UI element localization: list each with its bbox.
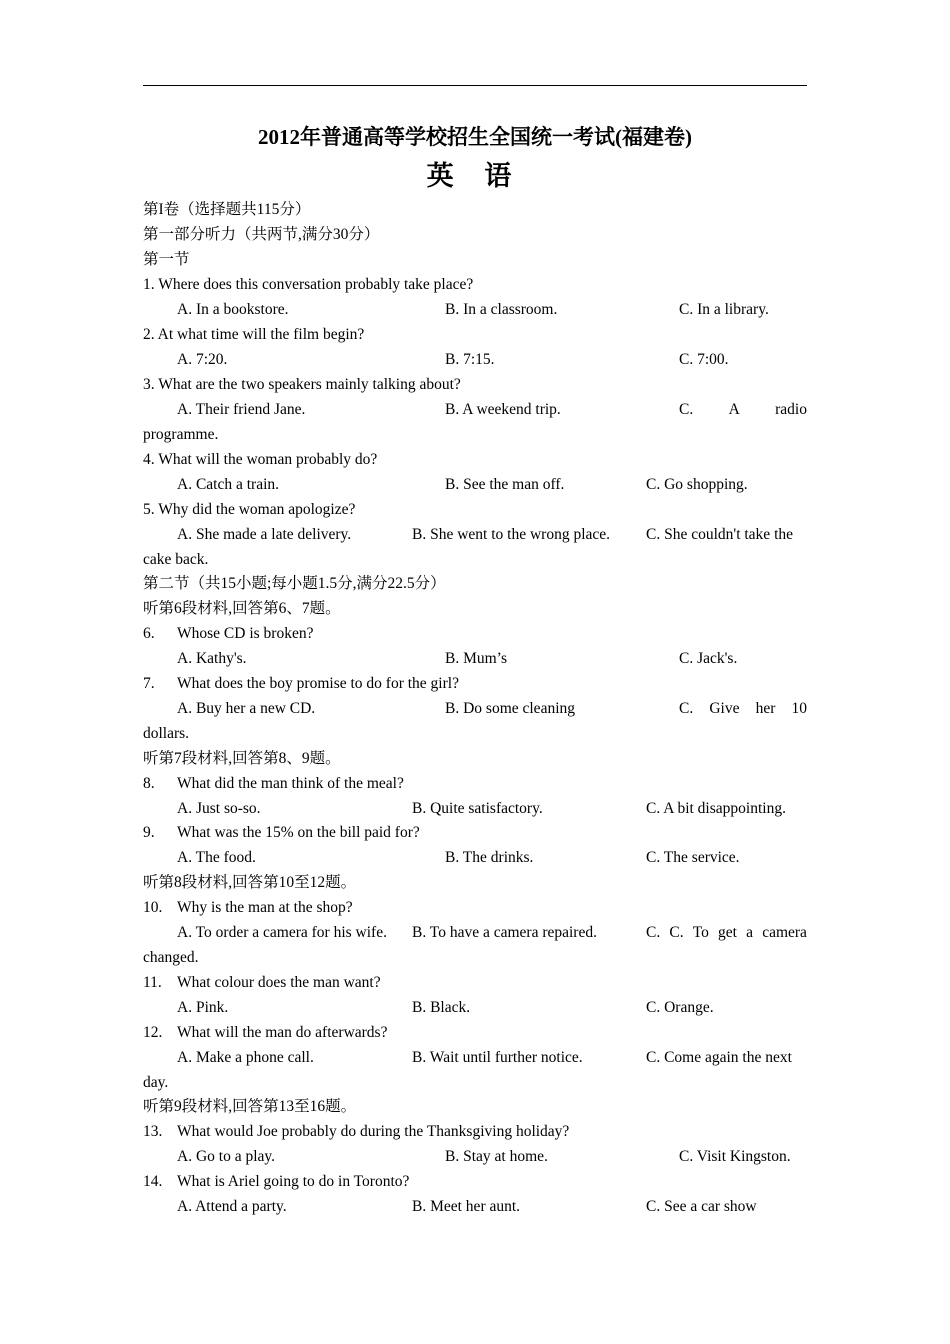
question-number: 12. [143, 1024, 163, 1041]
question-text: What colour does the man want? [177, 974, 381, 991]
question-text: Why is the man at the shop? [177, 899, 353, 916]
option-c-word: 10 [791, 700, 807, 717]
question-stem [143, 672, 807, 696]
section-heading: 第一节 [143, 251, 190, 268]
option-continuation: changed. [143, 949, 199, 966]
part-heading: 第一部分听力（共两节,满分30分） [143, 226, 380, 243]
question-number: 10. [143, 899, 163, 916]
question-text: What was the 15% on the bill paid for? [177, 824, 420, 841]
option-c-word: A [728, 401, 740, 418]
option-b: B. See the man off. [445, 476, 565, 493]
option-c: C. She couldn't take the [646, 526, 794, 543]
option-c: C. Jack's. [679, 650, 738, 667]
option-b: B. 7:15. [445, 351, 495, 368]
question-number: 14. [143, 1173, 163, 1190]
option-a: A. Kathy's. [177, 650, 247, 667]
option-a: A. Buy her a new CD. [177, 700, 316, 717]
material-instruction: 听第7段材料,回答第8、9题。 [143, 750, 341, 767]
option-b: B. Quite satisfactory. [412, 800, 543, 817]
option-c: C. 7:00. [679, 351, 729, 368]
option-c-word: her [755, 700, 776, 717]
option-continuation: day. [143, 1074, 169, 1091]
option-b: B. The drinks. [445, 849, 534, 866]
option-a: A. In a bookstore. [177, 301, 289, 318]
option-c-word: C. [646, 924, 661, 941]
question-number: 8. [143, 775, 155, 792]
option-c: C. The service. [646, 849, 740, 866]
option-c-word: a [746, 924, 754, 941]
question-stem [143, 1120, 807, 1144]
volume-heading: 第I卷（选择题共115分） [143, 201, 311, 218]
option-a: A. Go to a play. [177, 1148, 276, 1165]
question-stem: 1. Where does this conversation probably take place? [143, 276, 474, 293]
question-stem [143, 622, 807, 646]
question-number: 13. [143, 1123, 163, 1140]
option-c [679, 697, 807, 721]
question-stem: 2. At what time will the film begin? [143, 326, 365, 343]
option-a: A. Their friend Jane. [177, 401, 306, 418]
option-c: C. In a library. [679, 301, 769, 318]
option-c-word: C. [669, 924, 684, 941]
question-text: What did the man think of the meal? [177, 775, 404, 792]
option-b: B. She went to the wrong place. [412, 526, 611, 543]
option-b: B. Meet her aunt. [412, 1198, 521, 1215]
option-b: B. Black. [412, 999, 471, 1016]
option-a: A. To order a camera for his wife. [177, 924, 387, 941]
material-instruction: 听第9段材料,回答第13至16题。 [143, 1098, 357, 1115]
question-text: What is Ariel going to do in Toronto? [177, 1173, 410, 1190]
question-text: What would Joe probably do during the Thanksgiving holiday? [177, 1123, 570, 1140]
exam-title: 2012年普通高等学校招生全国统一考试(福建卷) [258, 125, 692, 149]
option-c [679, 398, 807, 422]
question-stem: 4. What will the woman probably do? [143, 451, 378, 468]
option-b: B. Wait until further notice. [412, 1049, 583, 1066]
option-c: C. Orange. [646, 999, 714, 1016]
option-a: A. Make a phone call. [177, 1049, 314, 1066]
option-c: C. Visit Kingston. [679, 1148, 791, 1165]
option-c: C. Go shopping. [646, 476, 748, 493]
option-c-word: radio [775, 401, 807, 418]
question-stem [143, 1170, 807, 1194]
subject-title: 英 语 [426, 161, 524, 191]
option-b: B. Do some cleaning [445, 700, 576, 717]
option-a: A. Attend a party. [177, 1198, 287, 1215]
material-instruction: 听第8段材料,回答第10至12题。 [143, 874, 357, 891]
header-rule [143, 85, 807, 86]
question-stem: 5. Why did the woman apologize? [143, 501, 356, 518]
question-number: 7. [143, 675, 155, 692]
option-c-word: get [718, 924, 737, 941]
option-c-word: To [692, 924, 709, 941]
option-b: B. Stay at home. [445, 1148, 548, 1165]
option-b: B. Mum’s [445, 650, 508, 667]
option-c [646, 921, 807, 945]
option-b: B. In a classroom. [445, 301, 558, 318]
section-heading: 第二节（共15小题;每小题1.5分,满分22.5分） [143, 575, 446, 592]
material-instruction: 听第6段材料,回答第6、7题。 [143, 600, 341, 617]
option-c: C. See a car show [646, 1198, 757, 1215]
question-text: What does the boy promise to do for the girl? [177, 675, 459, 692]
option-b: B. To have a camera repaired. [412, 924, 597, 941]
option-c: C. A bit disappointing. [646, 800, 786, 817]
option-c-word: Give [709, 700, 740, 717]
option-a: A. Pink. [177, 999, 229, 1016]
question-stem [143, 896, 807, 920]
option-a: A. The food. [177, 849, 256, 866]
option-continuation: programme. [143, 426, 219, 443]
option-continuation: cake back. [143, 551, 209, 568]
option-c-word: C. [679, 401, 694, 418]
question-stem [143, 971, 807, 995]
option-a: A. Just so-so. [177, 800, 261, 817]
question-text: What will the man do afterwards? [177, 1024, 388, 1041]
question-stem [143, 1021, 807, 1045]
question-stem [143, 772, 807, 796]
option-b: B. A weekend trip. [445, 401, 561, 418]
question-text: Whose CD is broken? [177, 625, 314, 642]
option-c: C. Come again the next [646, 1049, 792, 1066]
question-stem [143, 821, 807, 845]
option-a: A. 7:20. [177, 351, 228, 368]
question-stem: 3. What are the two speakers mainly talking about? [143, 376, 461, 393]
question-number: 6. [143, 625, 155, 642]
option-c-word: C. [679, 700, 694, 717]
option-c-word: camera [762, 924, 807, 941]
question-number: 9. [143, 824, 155, 841]
option-continuation: dollars. [143, 725, 190, 742]
option-a: A. She made a late delivery. [177, 526, 352, 543]
question-number: 11. [143, 974, 162, 991]
option-a: A. Catch a train. [177, 476, 280, 493]
